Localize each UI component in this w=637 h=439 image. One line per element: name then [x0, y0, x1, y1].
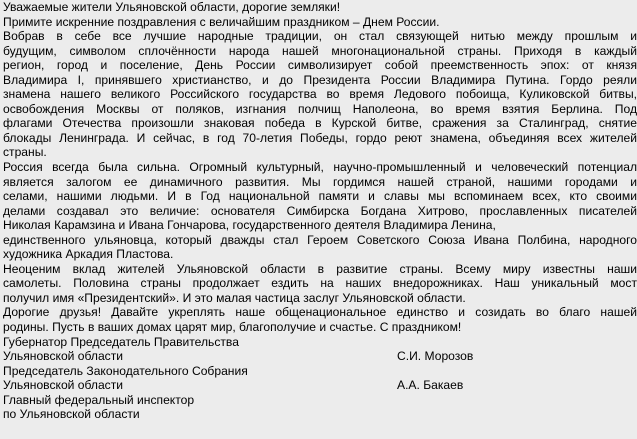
paragraph-line: знамена нашего великого Российского государства во время Ледового побоища, Куликовской битвы, — [3, 87, 637, 102]
assembly-region: Ульяновской области — [3, 378, 124, 393]
paragraph-line: Неоценим вклад жителей Ульяновской области в развитие страны. Всему миру известны наши — [3, 261, 637, 276]
paragraph-line: освобождения Москвы от поляков, изгнания полчищ Наполеона, во время взятия Берлина. Под — [3, 101, 637, 116]
signature-block — [3, 335, 637, 422]
letter-document — [3, 0, 637, 422]
inspector-title: Главный федеральный инспектор — [3, 392, 195, 407]
paragraph-line: Николая Карамзина и Ивана Гончарова, государственного деятеля Владимира Ленина, — [3, 218, 496, 233]
paragraph-line: единственного ульяновца, который дважды стал Героем Советского Союза Ивана Полбина, народного — [3, 232, 637, 247]
assembly-signature-row — [3, 378, 637, 393]
governor-title: Губернатор Председатель Правительства — [3, 334, 239, 349]
paragraph-line: делами создавал это величие: основателя Симбирска Богдана Хитрово, прославленных писателей — [3, 203, 637, 218]
paragraph-appeal — [3, 305, 637, 334]
governor-region: Ульяновской области — [3, 349, 124, 364]
letter-greeting: Уважаемые жители Ульяновской области, дорогие земляки! — [3, 0, 341, 14]
assembly-title: Председатель Законодательного Собрания — [3, 363, 248, 378]
governor-name: С.И. Морозов — [397, 349, 474, 364]
paragraph-line: Владимира I, принявшего христианство, и до Президента России Владимира Путина. Гордо реяли — [3, 72, 637, 87]
assembly-name: А.А. Бакаев — [397, 378, 464, 393]
paragraph-line: регион, город и поселение, День России символизирует собой преемственность эпох: от князя — [3, 58, 637, 73]
paragraph-line: получил имя «Президентский». И это малая частица заслуг Ульяновской области. — [3, 290, 466, 305]
paragraph-line: селами, нашими людьми. И в Год национальной памяти и славы мы вспоминаем всех, кто своими — [3, 189, 637, 204]
paragraph-line: блокады Ленинграда. И сейчас, в год 70-летия Победы, гордо реют знамена, объединяя всех жителей — [3, 130, 637, 145]
paragraph-line: Россия всегда была сильна. Огромный культурный, научно-промышленный и человеческий потенциал — [3, 160, 637, 175]
inspector-region: по Ульяновской области — [3, 407, 140, 422]
paragraph-line: Дорогие друзья! Давайте укреплять наше общенациональное единство и созидать во благо нашей — [3, 305, 637, 320]
paragraph-line: страны. — [3, 145, 47, 160]
letter-congratulations: Примите искренние поздравления с величайшим праздником – Днем России. — [3, 14, 440, 29]
paragraph-line: родины. Пусть в ваших домах царят мир, благополучие и счастье. С праздником! — [3, 320, 462, 335]
paragraph-line: самолеты. Половина страны продолжает ездить на наших внедорожниках. Наш уникальный мост — [3, 276, 637, 291]
paragraph-line: является залогом ее динамичного развития. Мы гордимся нашей страной, нашими городами и — [3, 174, 637, 189]
paragraph-line: флагами Отечества произошли знаковая победа в Курской битве, сражения за Сталинград, снятие — [3, 116, 637, 131]
paragraph-history — [3, 29, 637, 160]
paragraph-line: Вобрав в себе все лучшие народные традиции, он стал связующей нитью между прошлым и — [3, 29, 637, 44]
paragraph-line: будущим, символом сплочённости народа нашей многонациональной страны. Приходя в каждый — [3, 43, 637, 58]
paragraph-strength — [3, 160, 637, 262]
paragraph-contribution — [3, 262, 637, 306]
governor-signature-row — [3, 349, 637, 364]
paragraph-line: художника Аркадия Пластова. — [3, 247, 174, 262]
